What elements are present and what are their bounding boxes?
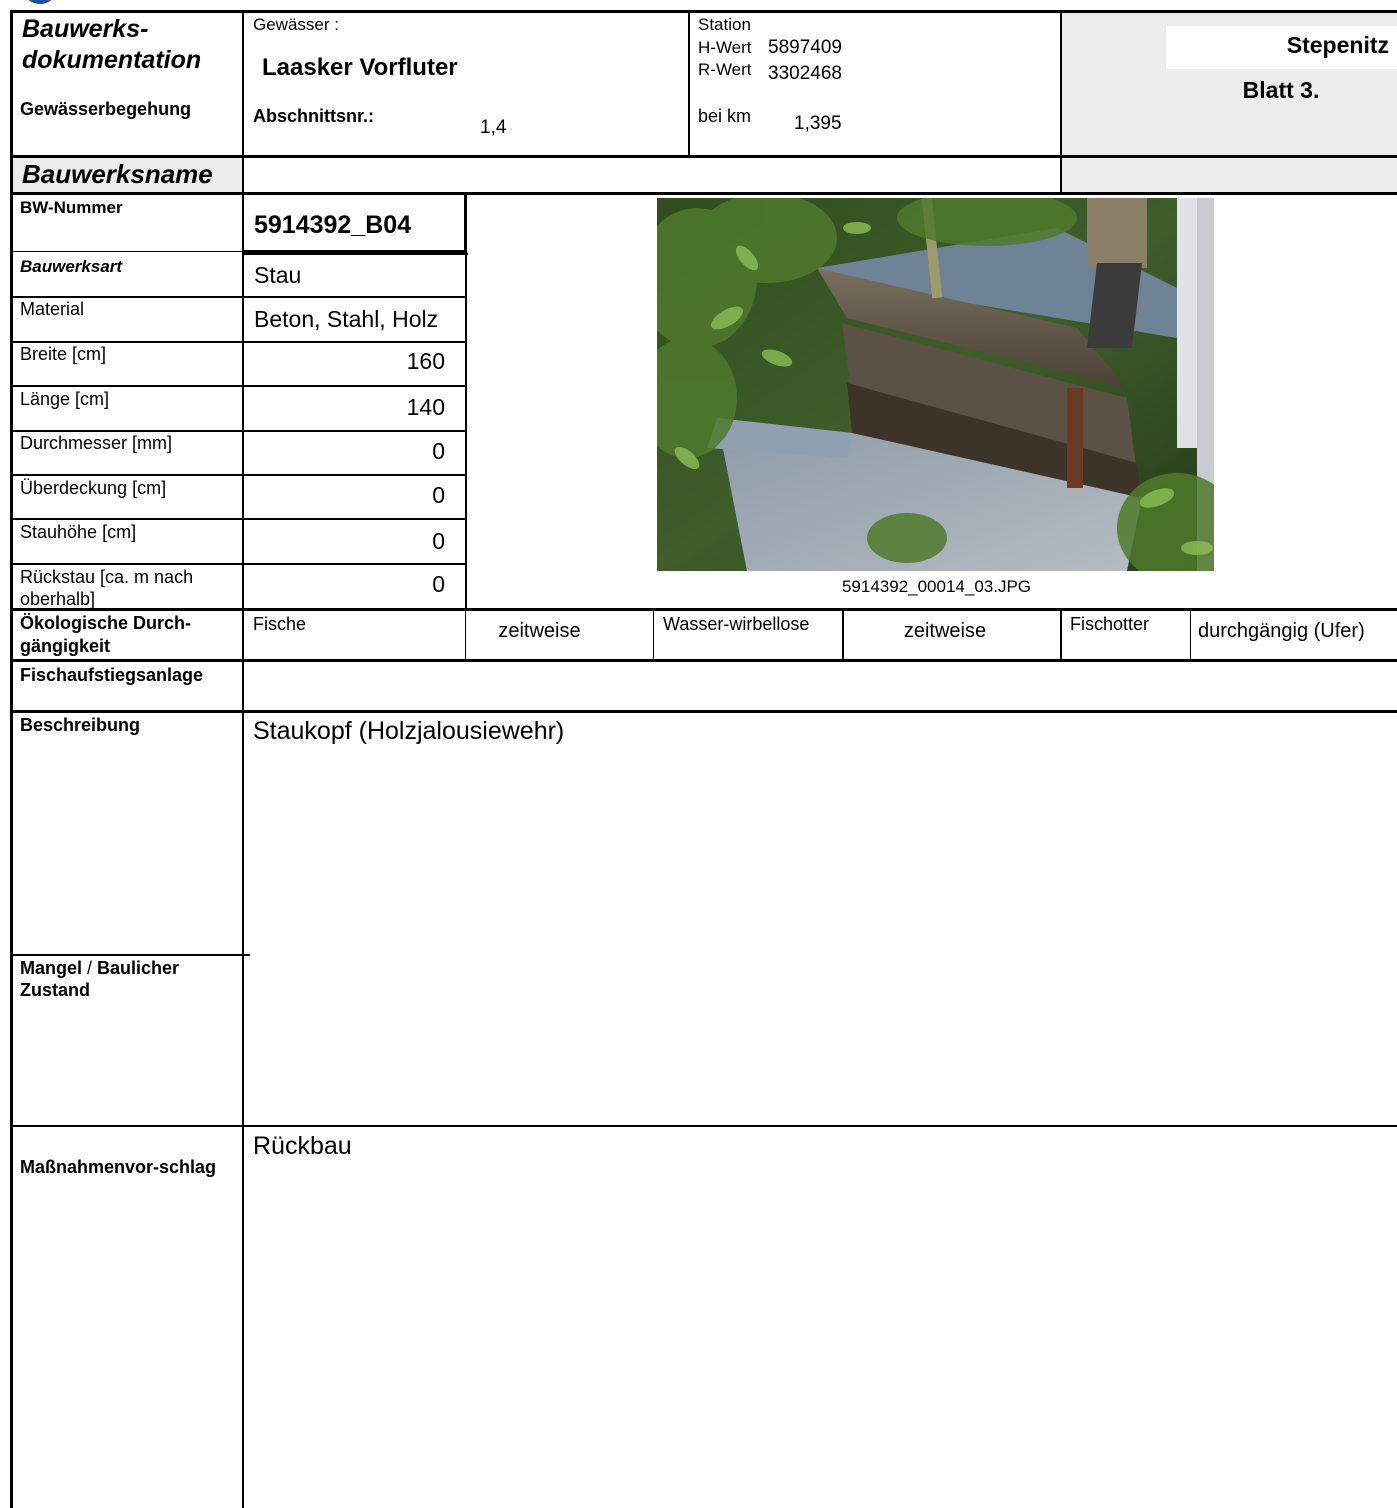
sheet-number: Blatt 3. bbox=[1242, 77, 1320, 103]
beschreibung-label: Beschreibung bbox=[20, 715, 141, 735]
structure-photo bbox=[657, 198, 1214, 571]
photo-caption: 5914392_00014_03.JPG bbox=[841, 577, 1032, 596]
breite-label: Breite [cm] bbox=[20, 344, 107, 364]
material-label: Material bbox=[20, 299, 85, 319]
doc-title-line1: Bauwerks- bbox=[22, 15, 149, 43]
ueberdeckung-value: 0 bbox=[432, 482, 445, 508]
gewaesser-label: Gewässer : bbox=[253, 15, 339, 34]
stauhoehe-label: Stauhöhe [cm] bbox=[20, 522, 137, 542]
fischotter-value: durchgängig (Ufer) bbox=[1198, 620, 1365, 642]
abschnitt-value: 1,4 bbox=[480, 117, 507, 138]
bauwerksname-gray-cell bbox=[1062, 158, 1397, 192]
mangel-label-line2: Zustand bbox=[20, 980, 90, 1000]
h-wert-label: H-Wert bbox=[698, 38, 752, 57]
bauwerksart-value: Stau bbox=[254, 262, 302, 288]
r-wert-label: R-Wert bbox=[698, 60, 752, 79]
doc-title-line2: dokumentation bbox=[22, 46, 202, 74]
wirbellose-value: zeitweise bbox=[903, 620, 987, 642]
mangel-label-line1 bbox=[20, 959, 179, 978]
laenge-value: 140 bbox=[406, 394, 445, 420]
doc-subtitle: Gewässerbegehung bbox=[20, 99, 192, 119]
rueckstau-label-line2: oberhalb] bbox=[20, 589, 96, 609]
abschnitt-label: Abschnittsnr.: bbox=[253, 106, 375, 126]
bw-nummer-value: 5914392_B04 bbox=[254, 211, 412, 239]
gewaesser-name: Laasker Vorfluter bbox=[262, 54, 458, 81]
ueberdeckung-label: Überdeckung [cm] bbox=[20, 478, 167, 498]
massnahme-label: Maßnahmenvor-schlag bbox=[20, 1157, 217, 1177]
mangel-label-sep: / bbox=[82, 958, 98, 978]
fische-value: zeitweise bbox=[498, 620, 581, 642]
fische-label: Fische bbox=[253, 614, 307, 634]
rueckstau-label-line1: Rückstau [ca. m nach bbox=[20, 567, 194, 587]
h-wert-value: 5897409 bbox=[768, 37, 842, 58]
durchgaengigkeit-label-line2: gängigkeit bbox=[20, 636, 111, 656]
km-value: 1,395 bbox=[794, 113, 842, 134]
fischotter-label: Fischotter bbox=[1070, 614, 1150, 634]
r-wert-value: 3302468 bbox=[768, 63, 842, 84]
durchgaengigkeit-label-line1: Ökologische Durch- bbox=[20, 613, 192, 633]
stauhoehe-value: 0 bbox=[432, 528, 445, 554]
logo-fragment bbox=[20, 0, 60, 6]
laenge-label: Länge [cm] bbox=[20, 389, 110, 409]
durchmesser-value: 0 bbox=[432, 438, 445, 464]
massnahme-value: Rückbau bbox=[253, 1132, 352, 1160]
material-value: Beton, Stahl, Holz bbox=[254, 306, 439, 332]
rueckstau-value: 0 bbox=[432, 571, 445, 597]
km-label: bei km bbox=[698, 106, 752, 126]
durchmesser-label: Durchmesser [mm] bbox=[20, 433, 173, 453]
wirbellose-label: Wasser-wirbellose bbox=[663, 614, 810, 634]
mangel-label-a: Mangel bbox=[20, 958, 83, 978]
bauwerksart-label: Bauwerksart bbox=[20, 257, 123, 276]
fischaufstieg-label: Fischaufstiegsanlage bbox=[20, 665, 204, 685]
bw-nummer-label: BW-Nummer bbox=[20, 198, 123, 217]
mangel-label-b: Baulicher bbox=[97, 958, 180, 978]
breite-value: 160 bbox=[406, 348, 445, 374]
river-name: Stepenitz bbox=[1286, 32, 1389, 58]
beschreibung-value: Staukopf (Holzjalousiewehr) bbox=[253, 717, 565, 745]
station-label: Station bbox=[698, 15, 751, 34]
bauwerksname-label: Bauwerksname bbox=[22, 159, 213, 189]
